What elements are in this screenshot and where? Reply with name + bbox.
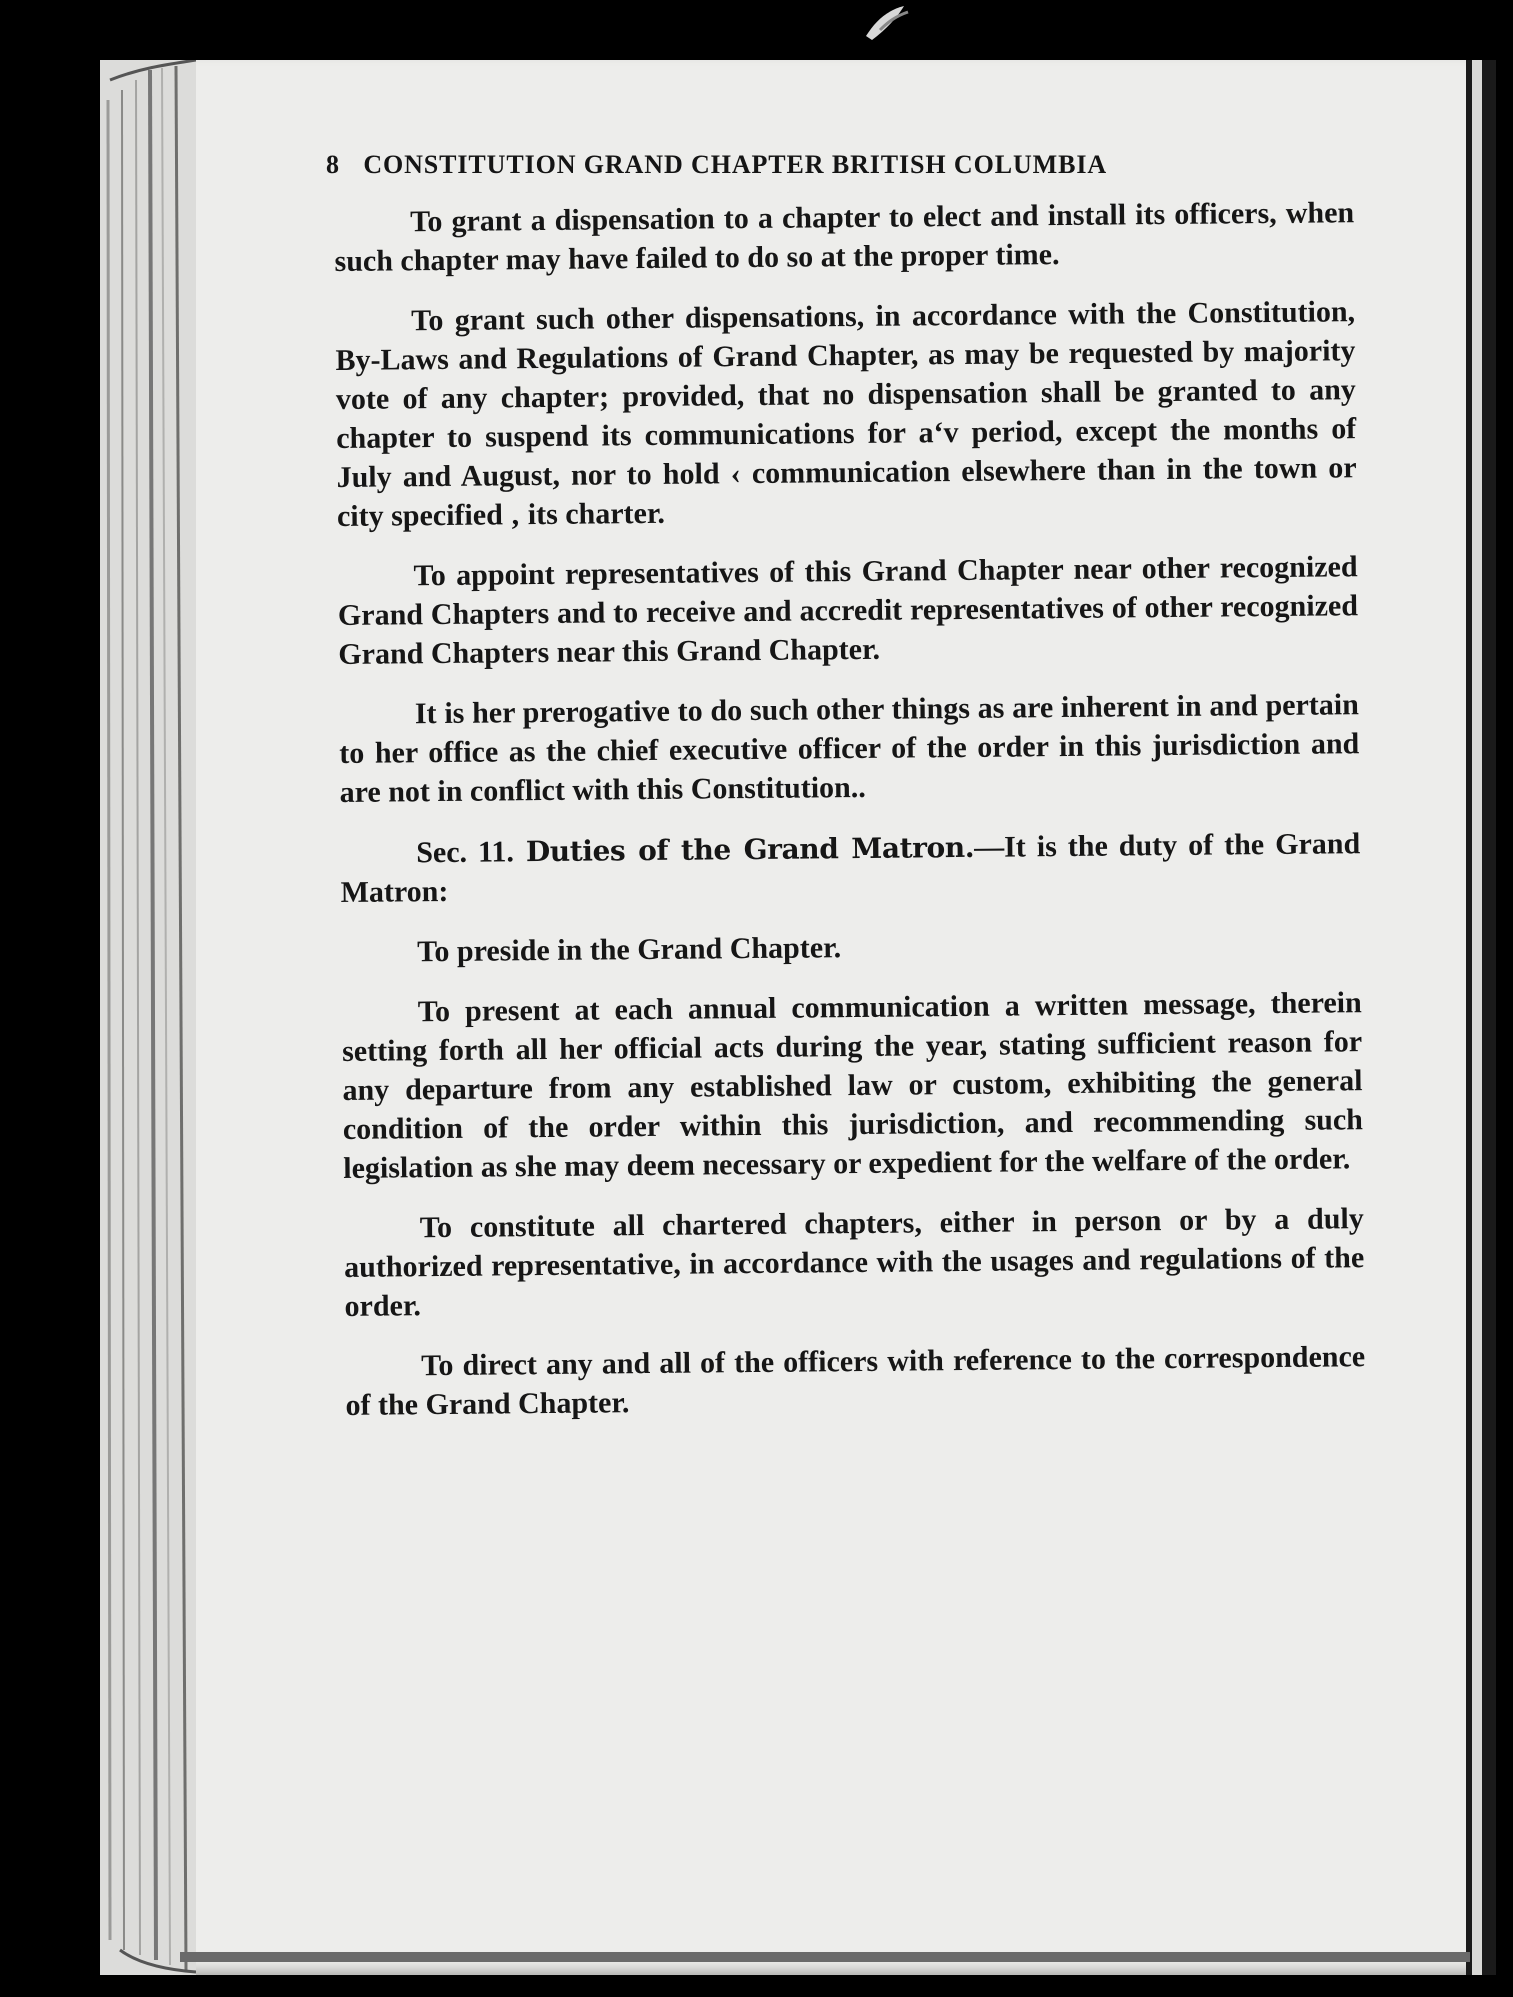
page-bottom-edge [180, 1952, 1470, 1962]
page-body [334, 193, 1366, 1446]
running-title: CONSTITUTION GRAND CHAPTER BRITISH COLUMBIA [363, 150, 1108, 179]
duty-annual-message: To present at each annual communication a written message, therein setting forth all her official acts during the year, stating sufficient reason for any departure from any established law or custom, exhibiting the general condition of the order within this jurisdiction, and recommending such legislation as she may deem necessary or expedient for the welfare of the order. [341, 986, 1364, 1185]
section-label: Sec. 11. [416, 835, 515, 870]
paragraph-other-dispensations: To grant such other dispensations, in accordance with the Constitution, By-Laws and Regulations of Grand Chapter, as may be requested by majority vote of any chapter; provided, that no dispensation shall be granted to any chapter to suspend its communications for aʻv period, except the months of July and August, nor to hold ‹ communication elsewhere than in the town or city specified ‚ its charter. [335, 295, 1357, 533]
section-heading: Duties of the Grand Matron. [525, 830, 975, 869]
duty-direct-officers: To direct any and all of the officers with reference to the correspondence of the Grand Chapter. [345, 1340, 1366, 1422]
page-right-edge-strip [1472, 60, 1482, 1975]
section-11-paragraph [340, 824, 1361, 912]
page-right-edge [1466, 60, 1496, 1975]
page-left-edge [100, 60, 196, 1975]
duty-constitute-chapters: To constitute all chartered chapters, either in person or by a duly authorized representative, in accordance with the usages and regulations of the order. [344, 1202, 1365, 1323]
top-ink-mark [858, 0, 918, 46]
duty-preside: To preside in the Grand Chapter. [417, 931, 842, 969]
paragraph-dispensation-elect: To grant a dispensation to a chapter to elect and install its officers, when such chapter may have failed to do so at the proper time. [334, 196, 1355, 278]
running-header [326, 150, 1406, 180]
page-number: 8 [326, 150, 340, 179]
paragraph-prerogative: It is her prerogative to do such other things as are inherent in and pertain to her office as the chief executive officer of the order in this jurisdiction and are not in conflict with this Constitution.. [339, 688, 1360, 809]
paragraph-appoint-representatives: To appoint representatives of this Grand Chapter near other recognized Grand Chapters and to receive and accredit representatives of other recognized Grand Chapters near this Grand Chapter. [337, 550, 1359, 671]
section-intro: —It is the duty of the Grand Matron: [340, 827, 1361, 909]
